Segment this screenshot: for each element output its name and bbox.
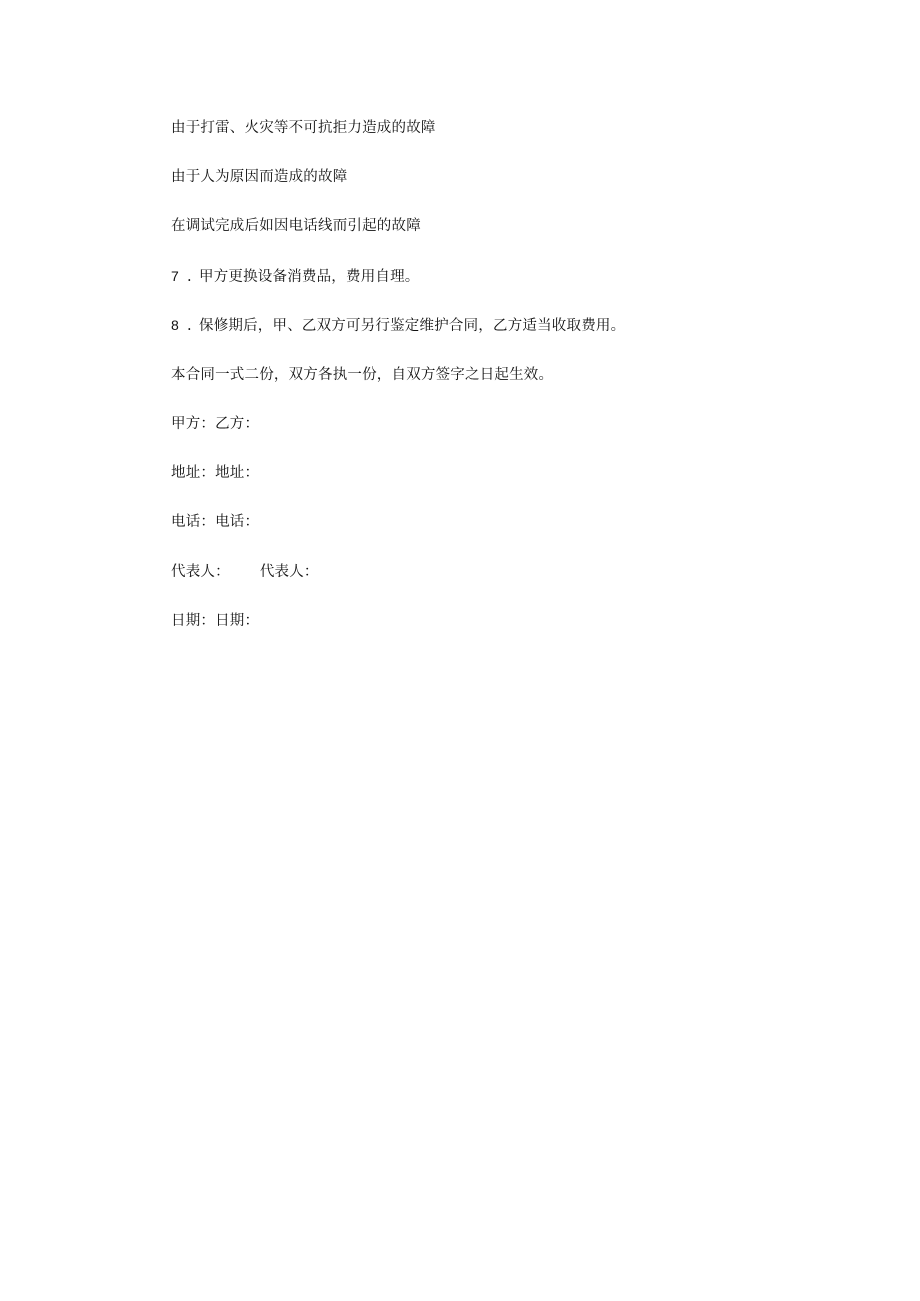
representative-a: 代表人：: [171, 564, 230, 580]
signature-representative: [171, 562, 319, 582]
clause-7-number: 7: [171, 268, 179, 284]
clause-7-dot: .: [187, 269, 192, 285]
clause-8: [171, 315, 625, 336]
exclusion-force-majeure: 由于打雷、火灾等不可抗拒力造成的故障: [171, 120, 436, 136]
clause-8-number: 8: [171, 317, 179, 333]
clause-8-text: 保修期后，甲、乙双方可另行鉴定维护合同，乙方适当收取费用。: [199, 318, 626, 334]
clause-7-text: 甲方更换设备消费品，费用自理。: [199, 269, 420, 285]
exclusion-phone-line: 在调试完成后如因电话线而引起的故障: [171, 218, 421, 234]
clause-7: [171, 266, 420, 287]
exclusion-human-cause: 由于人为原因而造成的故障: [171, 169, 348, 185]
closing-statement: 本合同一式二份，双方各执一份，自双方签字之日起生效。: [171, 367, 554, 383]
representative-b: 代表人：: [259, 564, 319, 580]
signature-party: 甲方：乙方：: [171, 416, 260, 432]
signature-phone: 电话：电话：: [171, 514, 260, 530]
clause-8-dot: .: [187, 318, 192, 334]
signature-date: 日期：日期：: [171, 613, 260, 629]
signature-address: 地址：地址：: [171, 465, 260, 481]
